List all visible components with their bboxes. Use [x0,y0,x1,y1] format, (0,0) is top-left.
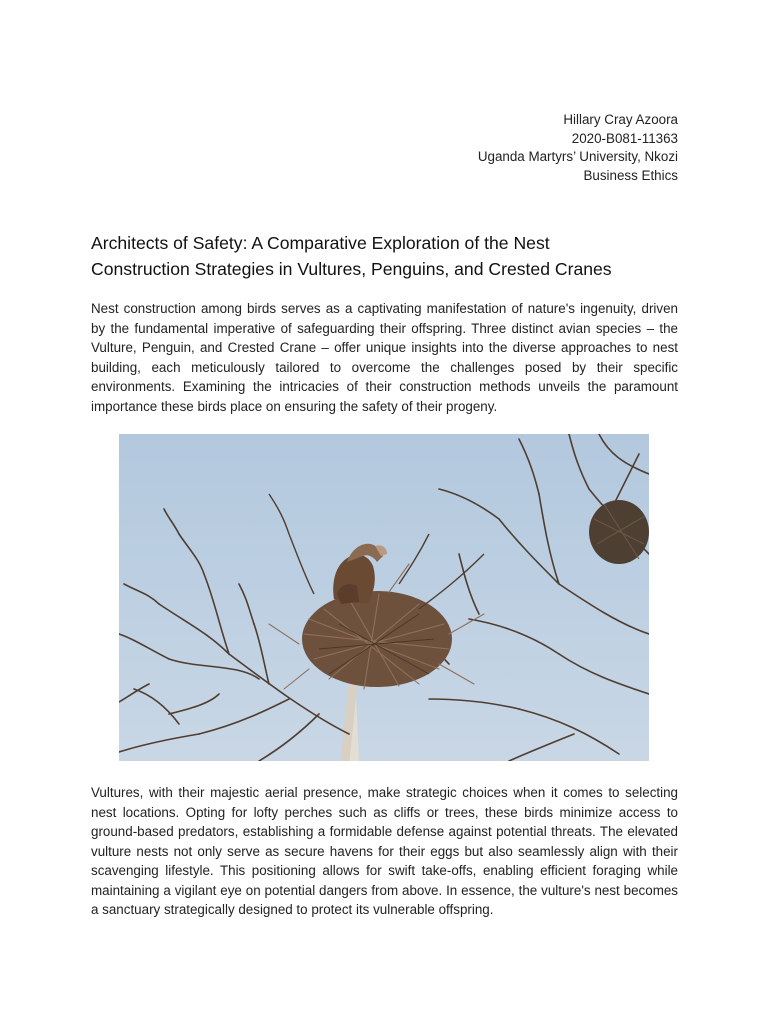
intro-paragraph: Nest construction among birds serves as a captivating manifestation of nature's ingenuity, driven by the fundamental imperative of safeguarding their offspring. Three distinct avian species – the Vulture, Penguin, and Crested Crane – offer unique insights into the diverse approaches to nest building, each meticulously tailored to overcome the challenges posed by their specific environments. Examining the intricacies of their construction methods unveils the paramount importance these birds place on ensuring the safety of their progeny. [91,301,678,414]
student-id: 2020-B081-11363 [571,130,678,146]
author-name: Hillary Cray Azoora [563,112,678,127]
author-block [478,111,678,186]
right-branches [409,434,649,761]
document-title [91,230,691,282]
vulture-nest-photo [119,434,649,761]
title-line-2: Construction Strategies in Vultures, Penguins, and Crested Cranes [91,259,612,279]
course-name: Business Ethics [583,168,678,184]
university-name: Uganda Martyrs’ University, Nkozi [477,149,678,165]
vulture-nest-illustration [119,434,649,761]
vulture-paragraph: Vultures, with their majestic aerial presence, make strategic choices when it comes to selecting nest locations. Opting for lofty perches such as cliffs or trees, these birds minimize access to ground-based predators, establishing a formidable defense against potential threats. The elevated vulture nests not only serve as secure havens for their eggs but also seamlessly align with their scavenging lifestyle. This positioning allows for swift take-offs, enabling efficient foraging while maintaining a vigilant eye on potential dangers from above. In essence, the vulture's nest becomes a sanctuary strategically designed to protect its vulnerable offspring. [91,785,678,917]
title-line-1: Architects of Safety: A Comparative Exploration of the Nest [91,233,550,253]
